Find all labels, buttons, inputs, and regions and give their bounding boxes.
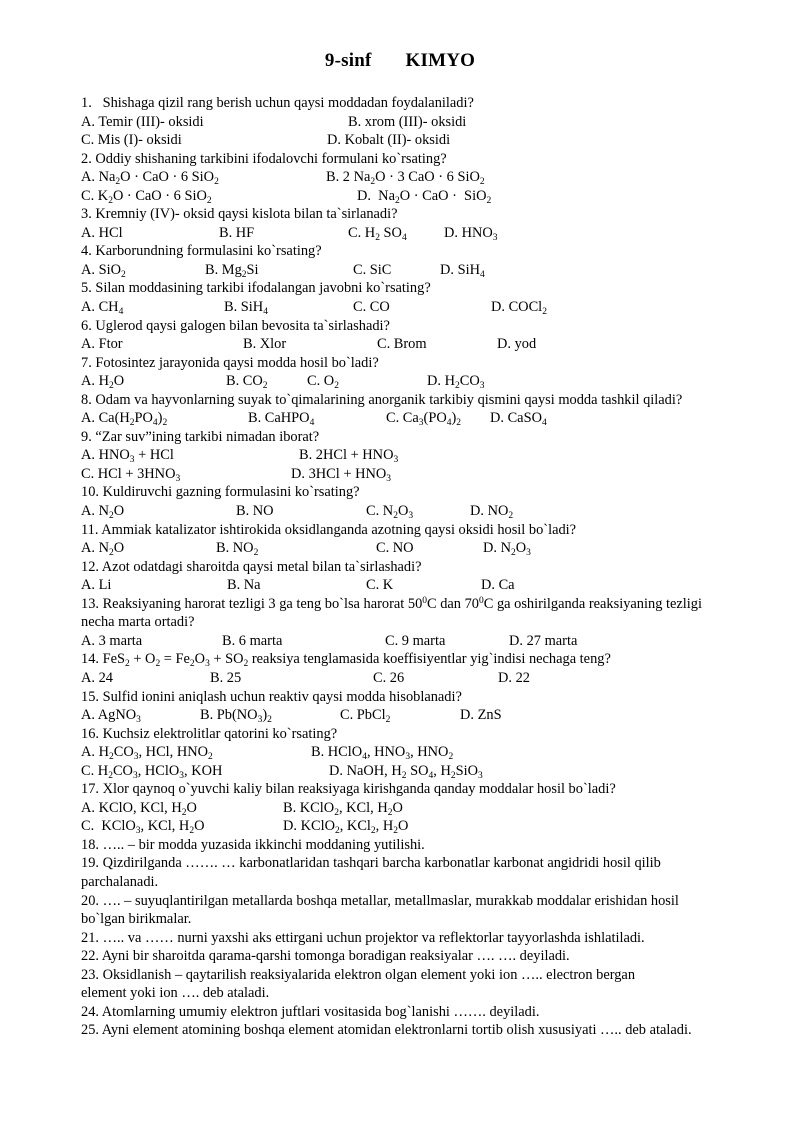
answer-option: D. KClO$_2$, KCl$_2$, $H_2O$ bbox=[283, 818, 409, 837]
question-text: 4. Karborundning formulasini ko`rsating? bbox=[81, 243, 322, 260]
answer-option: B. NO bbox=[236, 503, 274, 520]
question-text: 5. Silan moddasining tarkibi ifodalangan javobni ko`rsating? bbox=[81, 280, 431, 297]
text-line bbox=[81, 688, 781, 707]
answer-option: A. Ftor bbox=[81, 336, 123, 353]
text-line bbox=[81, 465, 781, 484]
text-line bbox=[81, 205, 781, 224]
question-text: 12. Azot odatdagi sharoitda qaysi metal bilan ta`sirlashadi? bbox=[81, 558, 422, 575]
text-line bbox=[81, 279, 781, 298]
text-line bbox=[81, 131, 781, 150]
answer-option: C. K bbox=[366, 577, 394, 594]
text-line bbox=[81, 1003, 781, 1022]
question-text: 13. Reaksiyaning harorat tezligi 3 ga teng bo`lsa harorat $50^0C$ dan $70^0C$ ga oshirilganda reaksiyaning tezligi bbox=[81, 595, 702, 612]
answer-option: D. 27 marta bbox=[509, 632, 578, 649]
text-line bbox=[81, 632, 781, 651]
answer-option: B. SiH$_4$ bbox=[224, 299, 268, 318]
text-line bbox=[81, 391, 781, 410]
text-line bbox=[81, 224, 781, 243]
answer-option: D. CaSO$_4$ bbox=[490, 410, 547, 429]
answer-option: D. 22 bbox=[498, 669, 530, 686]
answer-option: A. KClO, KCl, $H_2O$ bbox=[81, 799, 197, 818]
text-line bbox=[81, 984, 781, 1003]
question-text: 18. ….. – bir modda yuzasida ikkinchi moddaning yutilishi. bbox=[81, 836, 425, 853]
text-line bbox=[81, 242, 781, 261]
answer-option: D. $HNO_3$ bbox=[444, 224, 498, 243]
text-line bbox=[81, 558, 781, 577]
text-line bbox=[81, 261, 781, 280]
text-line bbox=[81, 446, 781, 465]
text-line bbox=[81, 521, 781, 540]
text-line bbox=[81, 947, 781, 966]
answer-option: C. 26 bbox=[373, 669, 405, 686]
answer-option: D. SiH$_4$ bbox=[440, 261, 485, 280]
answer-option: B. 2 $Na_2O \cdot 3$ CaO · 6 SiO$_2$ bbox=[326, 169, 485, 188]
question-text: 3. Kremniy (IV)- oksid qaysi kislota bilan ta`sirlanadi? bbox=[81, 206, 398, 223]
question-text: 24. Atomlarning umumiy elektron juftlari vositasida bog`lanishi ……. deyiladi. bbox=[81, 1003, 540, 1020]
text-line bbox=[81, 817, 781, 836]
text-line bbox=[81, 910, 781, 929]
question-text: parchalanadi. bbox=[81, 873, 159, 890]
answer-option: C. $H_2CO_3$, HClO$_3$, KOH bbox=[81, 762, 223, 781]
text-line bbox=[81, 743, 781, 762]
answer-option: D. $3HCl + HNO_3$ bbox=[291, 465, 392, 484]
question-text: element yoki ion …. deb ataladi. bbox=[81, 985, 270, 1002]
answer-option: D. $N_2O_3$ bbox=[483, 540, 531, 559]
answer-option: B. $2HCl + HNO_3$ bbox=[299, 447, 399, 466]
text-line bbox=[81, 854, 781, 873]
answer-option: A. SiO$_2$ bbox=[81, 261, 126, 280]
question-text: 15. Sulfid ionini aniqlash uchun reaktiv qaysi modda hisoblanadi? bbox=[81, 688, 462, 705]
text-line bbox=[81, 187, 781, 206]
page-title bbox=[0, 50, 800, 72]
answer-option: B. $CO_2$ bbox=[226, 373, 268, 392]
answer-option: B. CaHPO$_4$ bbox=[248, 410, 315, 429]
answer-option: D. $H_2CO_3$ bbox=[427, 373, 485, 392]
text-line bbox=[81, 873, 781, 892]
text-line bbox=[81, 836, 781, 855]
text-line bbox=[81, 298, 781, 317]
answer-option: C. $N_2O_3$ bbox=[366, 503, 414, 522]
grade-label: 9-sinf bbox=[324, 50, 372, 71]
text-line bbox=[81, 1021, 781, 1040]
answer-option: B. $Pb(NO_3)_2$ bbox=[200, 707, 272, 726]
answer-option: C. $K_2O$ · CaO · 6 SiO$_2$ bbox=[81, 187, 212, 206]
answer-option: C. KClO$_3$, KCl, $H_2O$ bbox=[81, 818, 205, 837]
answer-option: A. 24 bbox=[81, 669, 113, 686]
answer-option: B. 6 marta bbox=[222, 632, 283, 649]
answer-option: D. $NO_2$ bbox=[470, 503, 514, 522]
text-line bbox=[81, 372, 781, 391]
text-line bbox=[81, 113, 781, 132]
answer-option: C. $H_2$ $SO_4$ bbox=[348, 224, 407, 243]
text-line bbox=[81, 780, 781, 799]
question-text: 7. Fotosintez jarayonida qaysi modda hosil bo`ladi? bbox=[81, 354, 379, 371]
question-text: 25. Ayni element atomining boshqa element atomidan elektronlarni tortib olish xususiyati ….. deb ataladi. bbox=[81, 1022, 692, 1039]
text-line bbox=[81, 595, 781, 614]
answer-option: B. xrom (III)- oksidi bbox=[348, 113, 467, 130]
answer-option: B. KClO$_2$, KCl, $H_2O$ bbox=[283, 799, 403, 818]
question-text: 16. Kuchsiz elektrolitlar qatorini ko`rsating? bbox=[81, 725, 338, 742]
answer-option: A. $CH_4$ bbox=[81, 299, 124, 318]
answer-option: B. Xlor bbox=[243, 336, 287, 353]
answer-option: A. $N_2O$ bbox=[81, 540, 125, 559]
answer-option: A. $H_2O$ bbox=[81, 373, 125, 392]
answer-option: C. Mis (I)- oksidi bbox=[81, 132, 182, 149]
question-text: 6. Uglerod qaysi galogen bilan bevosita ta`sirlashadi? bbox=[81, 317, 390, 334]
text-line bbox=[81, 762, 781, 781]
answer-option: A. HCl bbox=[81, 224, 123, 241]
question-text: 14. $FeS_2 + O_2 = Fe_2O_3 + SO_2$ reaksiya tenglamasida koeffisiyentlar yig`indisi nechaga teng? bbox=[81, 651, 611, 670]
text-line bbox=[81, 483, 781, 502]
answer-option: A. 3 marta bbox=[81, 632, 143, 649]
answer-option: D. ZnS bbox=[460, 707, 502, 724]
text-line bbox=[81, 650, 781, 669]
answer-option: A. AgNO$_3$ bbox=[81, 707, 141, 726]
answer-option: C. SiC bbox=[353, 261, 392, 278]
answer-option: D. COCl$_2$ bbox=[491, 299, 547, 318]
text-line bbox=[81, 409, 781, 428]
text-line bbox=[81, 669, 781, 688]
question-text: bo`lgan birikmalar. bbox=[81, 911, 192, 928]
text-line bbox=[81, 428, 781, 447]
text-line bbox=[81, 613, 781, 632]
question-text: 17. Xlor qaynoq o`yuvchi kaliy bilan reaksiyaga kirishganda qanday moddalar hosil bo`ladi? bbox=[81, 781, 616, 798]
text-line bbox=[81, 799, 781, 818]
text-line bbox=[81, 150, 781, 169]
text-line bbox=[81, 929, 781, 948]
answer-option: A. $Na_2O$ · CaO · 6 SiO$_2$ bbox=[81, 169, 219, 188]
answer-option: A. Temir (III)- oksidi bbox=[81, 113, 204, 130]
text-line bbox=[81, 539, 781, 558]
text-line bbox=[81, 725, 781, 744]
answer-option: C. $O_2$ bbox=[307, 373, 339, 392]
answer-option: C. Brom bbox=[377, 336, 427, 353]
answer-option: B. 25 bbox=[210, 669, 242, 686]
text-line bbox=[81, 94, 781, 113]
question-text: 21. ….. va …… nurni yaxshi aks ettirgani uchun projektor va reflektorlar tayyorlashda ishlatiladi. bbox=[81, 929, 645, 946]
question-text: 8. Odam va hayvonlarning suyak to`qimalarining anorganik tarkibiy qismini qaysi modda tashkil qiladi? bbox=[81, 391, 683, 408]
answer-option: D. Kobalt (II)- oksidi bbox=[327, 132, 451, 149]
question-text: 23. Oksidlanish – qaytarilish reaksiyalarida elektron olgan element yoki ion ….. electron bergan bbox=[81, 966, 636, 983]
answer-option: C. PbCl$_2$ bbox=[340, 707, 391, 726]
text-line bbox=[81, 354, 781, 373]
answer-option: B. Na bbox=[227, 577, 261, 594]
question-text: 22. Ayni bir sharoitda qarama-qarshi tomonga boradigan reaksiyalar …. …. deyiladi. bbox=[81, 948, 570, 965]
question-list bbox=[81, 94, 781, 1040]
question-text: 2. Oddiy shishaning tarkibini ifodalovchi formulani ko`rsating? bbox=[81, 150, 447, 167]
question-text: 1. Shishaga qizil rang berish uchun qaysi moddadan foydalaniladi? bbox=[81, 95, 474, 111]
answer-option: D. NaOH, $H_2$ $SO_4$, $H_2SiO_3$ bbox=[329, 762, 483, 781]
text-line bbox=[81, 502, 781, 521]
answer-option: C. $Ca_3(PO_4)_2$ bbox=[386, 410, 462, 429]
answer-option: A. $N_2O$ bbox=[81, 503, 125, 522]
answer-option: A. $Ca(H_2PO_4)_2$ bbox=[81, 410, 168, 429]
answer-option: C. HCl + $3HNO_3$ bbox=[81, 465, 181, 484]
answer-option: A. $H_2CO_3$, HCl, $HNO_2$ bbox=[81, 744, 213, 763]
answer-option: D. Ca bbox=[481, 577, 515, 594]
answer-option: C. 9 marta bbox=[385, 632, 446, 649]
text-line bbox=[81, 576, 781, 595]
text-line bbox=[81, 892, 781, 911]
text-line bbox=[81, 335, 781, 354]
question-text: 20. …. – suyuqlantirilgan metallarda boshqa metallar, metallmaslar, murakkab moddalar erishidan hosil bbox=[81, 892, 679, 909]
text-line bbox=[81, 966, 781, 985]
question-text: 10. Kuldiruvchi gazning formulasini ko`rsating? bbox=[81, 484, 360, 501]
text-line bbox=[81, 168, 781, 187]
subject-label: KIMYO bbox=[405, 50, 476, 71]
question-text: 11. Ammiak katalizator ishtirokida oksidlanganda azotning qaysi oksidi hosil bo`ladi? bbox=[81, 521, 577, 538]
question-text: necha marta ortadi? bbox=[81, 614, 195, 631]
answer-option: B. $Mg_2Si$ bbox=[205, 261, 259, 280]
answer-option: C. NO bbox=[376, 540, 414, 557]
question-text: 9. “Zar suv”ining tarkibi nimadan iborat? bbox=[81, 428, 320, 445]
question-text: 19. Qizdirilganda ……. … karbonatlaridan tashqari barcha karbonatlar karbonat angidridi hosil qilib bbox=[81, 855, 661, 872]
text-line bbox=[81, 706, 781, 725]
text-line bbox=[81, 317, 781, 336]
answer-option: B. HF bbox=[219, 224, 255, 241]
answer-option: A. $HNO_3$ + HCl bbox=[81, 447, 174, 466]
answer-option: C. CO bbox=[353, 299, 390, 316]
answer-option: B. $NO_2$ bbox=[216, 540, 259, 559]
answer-option: A. Li bbox=[81, 577, 112, 594]
answer-option: D. yod bbox=[497, 336, 537, 353]
answer-option: B. HClO$_4$, $HNO_3$, $HNO_2$ bbox=[311, 744, 454, 763]
answer-option: D. $Na_2O$ · CaO · SiO$_2$ bbox=[357, 187, 492, 206]
